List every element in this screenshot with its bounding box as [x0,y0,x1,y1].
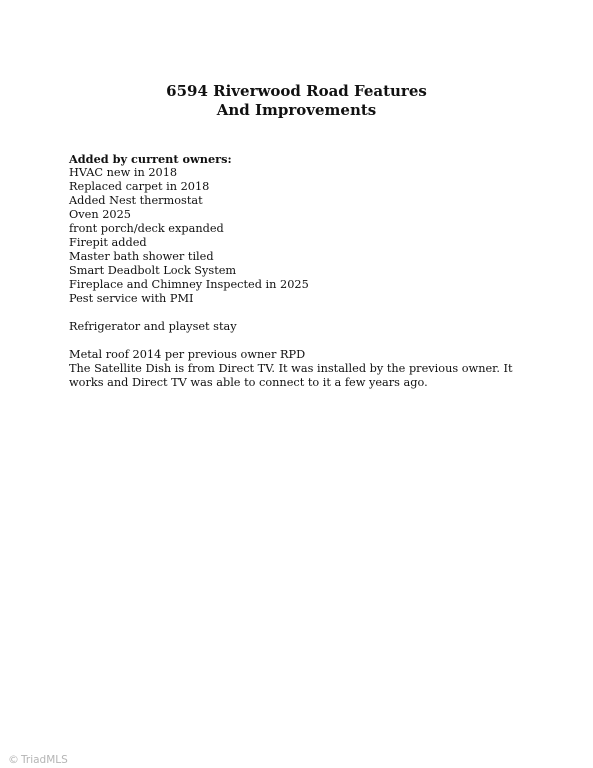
spacer [69,334,539,348]
list-item: Firepit added [69,236,147,249]
list-item: front porch/deck expanded [69,222,224,235]
watermark [8,753,68,766]
watermark-text: TriadMLS [21,753,68,766]
document-title [0,82,593,120]
spacer [69,306,539,320]
list-item: HVAC new in 2018 [69,166,178,179]
copyright-icon: © [8,753,19,766]
list-item: Smart Deadbolt Lock System [69,264,237,277]
list-item: Added Nest thermostat [69,194,203,207]
title-line-1: 6594 Riverwood Road Features [166,82,427,100]
document-body [69,152,539,390]
list-item: Oven 2025 [69,208,131,221]
list-item: Pest service with PMI [69,292,194,305]
list-item: Master bath shower tiled [69,250,214,263]
list-item: Fireplace and Chimney Inspected in 2025 [69,278,309,291]
list-item: Replaced carpet in 2018 [69,180,210,193]
stays-note: Refrigerator and playset stay [69,320,237,333]
owners-heading: Added by current owners: [69,152,232,166]
title-line-2: And Improvements [216,101,377,119]
satellite-note: The Satellite Dish is from Direct TV. It was installed by the previous owner. It works and Direct TV was able to connect to it a few years ago. [69,362,513,389]
owner-items-list [69,166,539,306]
roof-note: Metal roof 2014 per previous owner RPD [69,348,306,361]
